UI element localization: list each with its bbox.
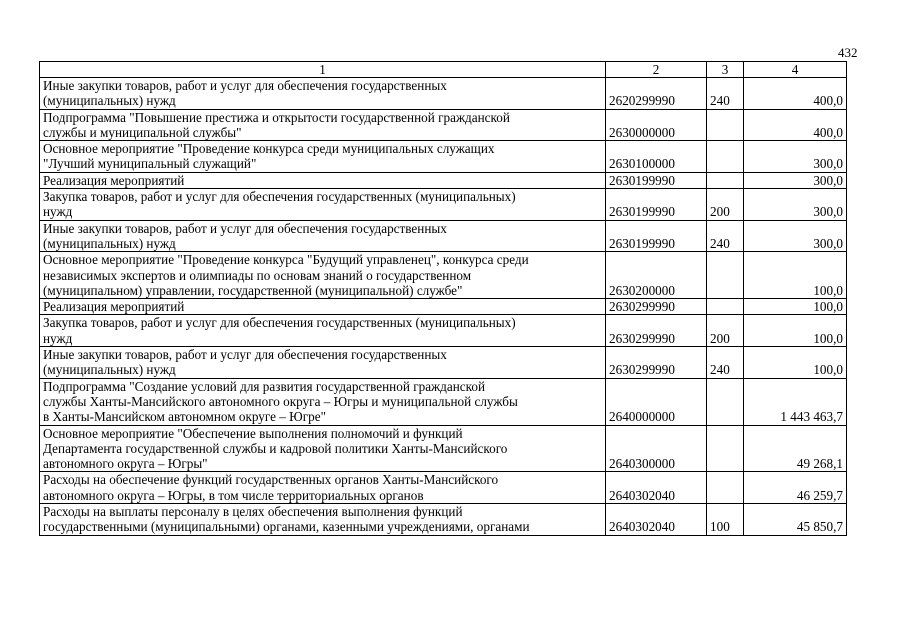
row-vr-cell (707, 109, 744, 141)
row-vr-cell (707, 425, 744, 472)
table-row (40, 78, 847, 110)
row-code-cell: 2630200000 (606, 252, 707, 299)
table-row (40, 299, 847, 315)
column-header-sum: 4 (744, 62, 847, 78)
row-vr-cell: 240 (707, 347, 744, 379)
row-name-line: службы Ханты-Мансийского автономного округа – Югры и муниципальной службы (43, 393, 518, 409)
row-sum-cell: 400,0 (744, 78, 847, 110)
row-name-cell (40, 472, 606, 504)
row-sum-cell: 46 259,7 (744, 472, 847, 504)
row-name-line: Иные закупки товаров, работ и услуг для обеспечения государственных (43, 78, 447, 93)
row-vr-cell (707, 252, 744, 299)
row-name-line: независимых экспертов и олимпиады по основам знаний о государственном (43, 267, 472, 283)
row-code-cell: 2630299990 (606, 347, 707, 379)
row-name-line: Основное мероприятие "Проведение конкурса "Будущий управленец", конкурса среди (43, 252, 529, 268)
table-row (40, 315, 847, 347)
row-name-line: Иные закупки товаров, работ и услуг для обеспечения государственных (43, 220, 447, 236)
row-name-line: Департамента государственной службы и кадровой политики Ханты-Мансийского (43, 440, 508, 456)
row-name-cell (40, 425, 606, 472)
row-code-cell: 2640300000 (606, 425, 707, 472)
row-name-cell (40, 504, 606, 536)
row-name-line: Подпрограмма "Повышение престижа и открытости государственной гражданской (43, 109, 510, 125)
row-name-line: (муниципальных) нужд (43, 93, 176, 109)
row-sum-cell: 300,0 (744, 141, 847, 173)
row-name-line: Реализация мероприятий (43, 172, 185, 188)
row-vr-cell (707, 172, 744, 188)
row-vr-cell: 200 (707, 315, 744, 347)
row-vr-cell (707, 472, 744, 504)
row-name-cell (40, 141, 606, 173)
row-code-cell: 2630100000 (606, 141, 707, 173)
table-row (40, 172, 847, 188)
row-name-line: Закупка товаров, работ и услуг для обеспечения государственных (муниципальных) (43, 315, 516, 331)
row-name-line: государственными (муниципальными) органами, казенными учреждениями, органами (43, 519, 530, 535)
row-name-line: (муниципальном) управлении, государственной (муниципальной) службе" (43, 282, 463, 298)
table-row (40, 109, 847, 141)
row-name-line: Подпрограмма "Создание условий для развития государственной гражданской (43, 378, 486, 394)
row-name-cell (40, 299, 606, 315)
row-name-line: автономного округа – Югры, в том числе территориальных органов (43, 487, 424, 503)
row-sum-cell: 100,0 (744, 252, 847, 299)
row-name-cell (40, 378, 606, 425)
row-vr-cell: 240 (707, 220, 744, 252)
row-name-cell (40, 189, 606, 221)
row-code-cell: 2640302040 (606, 472, 707, 504)
row-vr-cell: 200 (707, 189, 744, 221)
row-name-line: автономного округа – Югры" (43, 456, 208, 472)
row-name-cell (40, 252, 606, 299)
table-row (40, 220, 847, 252)
row-name-cell (40, 347, 606, 379)
row-sum-cell: 300,0 (744, 172, 847, 188)
row-sum-cell: 49 268,1 (744, 425, 847, 472)
row-sum-cell: 1 443 463,7 (744, 378, 847, 425)
row-name-line: Основное мероприятие "Обеспечение выполнения полномочий и функций (43, 425, 463, 441)
row-name-cell (40, 78, 606, 110)
row-name-line: службы и муниципальной службы" (43, 124, 242, 140)
header-row (40, 62, 847, 78)
row-code-cell: 2630199990 (606, 172, 707, 188)
row-code-cell: 2630299990 (606, 315, 707, 347)
row-vr-cell: 100 (707, 504, 744, 536)
row-sum-cell: 100,0 (744, 299, 847, 315)
table-row (40, 252, 847, 299)
row-name-cell (40, 315, 606, 347)
row-sum-cell: 100,0 (744, 315, 847, 347)
row-name-cell (40, 220, 606, 252)
row-name-cell (40, 172, 606, 188)
row-vr-cell (707, 299, 744, 315)
row-vr-cell (707, 378, 744, 425)
row-name-line: (муниципальных) нужд (43, 362, 176, 378)
row-name-line: Закупка товаров, работ и услуг для обеспечения государственных (муниципальных) (43, 189, 516, 205)
row-code-cell: 2620299990 (606, 78, 707, 110)
row-name-line: в Ханты-Мансийском автономном округе – Югре" (43, 409, 326, 425)
column-header-vr: 3 (707, 62, 744, 78)
table-row (40, 472, 847, 504)
row-name-line: Расходы на обеспечение функций государственных органов Ханты-Мансийского (43, 472, 499, 488)
row-code-cell: 2630000000 (606, 109, 707, 141)
table-row (40, 504, 847, 536)
table-row (40, 141, 847, 173)
row-code-cell: 2630299990 (606, 299, 707, 315)
row-name-line: (муниципальных) нужд (43, 235, 176, 251)
row-sum-cell: 300,0 (744, 189, 847, 221)
row-code-cell: 2640000000 (606, 378, 707, 425)
table-body (40, 78, 847, 536)
row-name-line: Основное мероприятие "Проведение конкурса среди муниципальных служащих (43, 141, 495, 157)
row-sum-cell: 45 850,7 (744, 504, 847, 536)
row-name-line: Расходы на выплаты персоналу в целях обеспечения выполнения функций (43, 504, 463, 520)
table-row (40, 425, 847, 472)
row-vr-cell: 240 (707, 78, 744, 110)
row-code-cell: 2640302040 (606, 504, 707, 536)
row-name-line: нужд (43, 204, 73, 220)
row-code-cell: 2630199990 (606, 189, 707, 221)
row-name-line: "Лучший муниципальный служащий" (43, 156, 257, 172)
row-code-cell: 2630199990 (606, 220, 707, 252)
column-header-code: 2 (606, 62, 707, 78)
table-row (40, 378, 847, 425)
table-row (40, 189, 847, 221)
row-sum-cell: 100,0 (744, 347, 847, 379)
row-name-line: Иные закупки товаров, работ и услуг для обеспечения государственных (43, 347, 447, 363)
row-sum-cell: 300,0 (744, 220, 847, 252)
row-name-cell (40, 109, 606, 141)
row-name-line: Реализация мероприятий (43, 299, 185, 315)
row-sum-cell: 400,0 (744, 109, 847, 141)
row-name-line: нужд (43, 330, 73, 346)
column-header-name: 1 (40, 62, 606, 78)
budget-table (39, 61, 847, 536)
row-vr-cell (707, 141, 744, 173)
table-row (40, 347, 847, 379)
page-number: 432 (838, 45, 858, 60)
